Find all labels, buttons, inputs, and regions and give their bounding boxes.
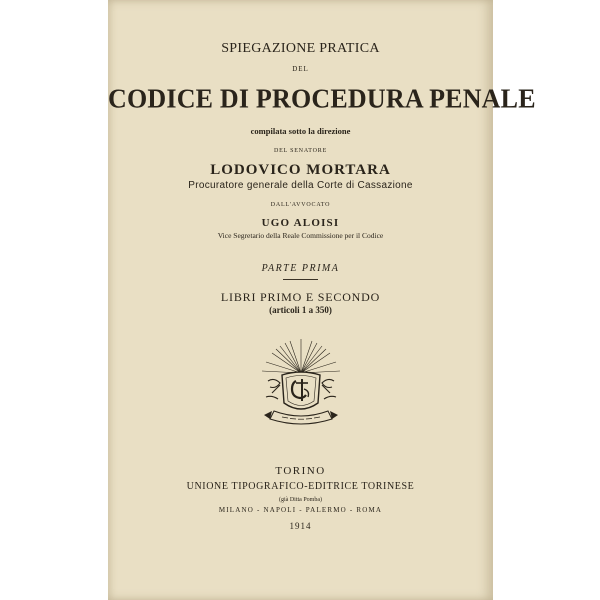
publisher-emblem-icon — [252, 335, 350, 430]
books-label: LIBRI PRIMO E SECONDO — [220, 290, 381, 304]
title-page — [108, 0, 536, 600]
coauthor-name: UGO ALOISI — [261, 217, 340, 229]
author-name: LODOVICO MORTARA — [210, 162, 391, 178]
imprint-year: 1914 — [289, 521, 312, 531]
divider-rule — [283, 279, 318, 280]
heading: SPIEGAZIONE PRATICA — [221, 41, 380, 56]
compiled-line: compilata sotto la direzione — [250, 126, 351, 136]
coauthor-role: Vice Segretario della Reale Commissione per il Codice — [217, 231, 384, 240]
articles-range: (articoli 1 a 350) — [269, 305, 332, 315]
dall-avvocato: DALL'AVVOCATO — [270, 202, 331, 208]
imprint-former-name: (già Ditta Pomba) — [279, 497, 322, 503]
del-senatore: DEL SENATORE — [273, 148, 328, 154]
del-connector: DEL — [292, 65, 309, 73]
imprint-publisher: UNIONE TIPOGRAFICO-EDITRICE TORINESE — [186, 481, 415, 492]
main-title: CODICE DI PROCEDURA PENALE — [108, 83, 536, 114]
part-label: PARTE PRIMA — [261, 263, 340, 274]
imprint-cities: MILANO - NAPOLI - PALERMO - ROMA — [218, 506, 383, 514]
imprint-city: TORINO — [275, 465, 326, 477]
author-role: Procuratore generale della Corte di Cassazione — [188, 180, 413, 191]
